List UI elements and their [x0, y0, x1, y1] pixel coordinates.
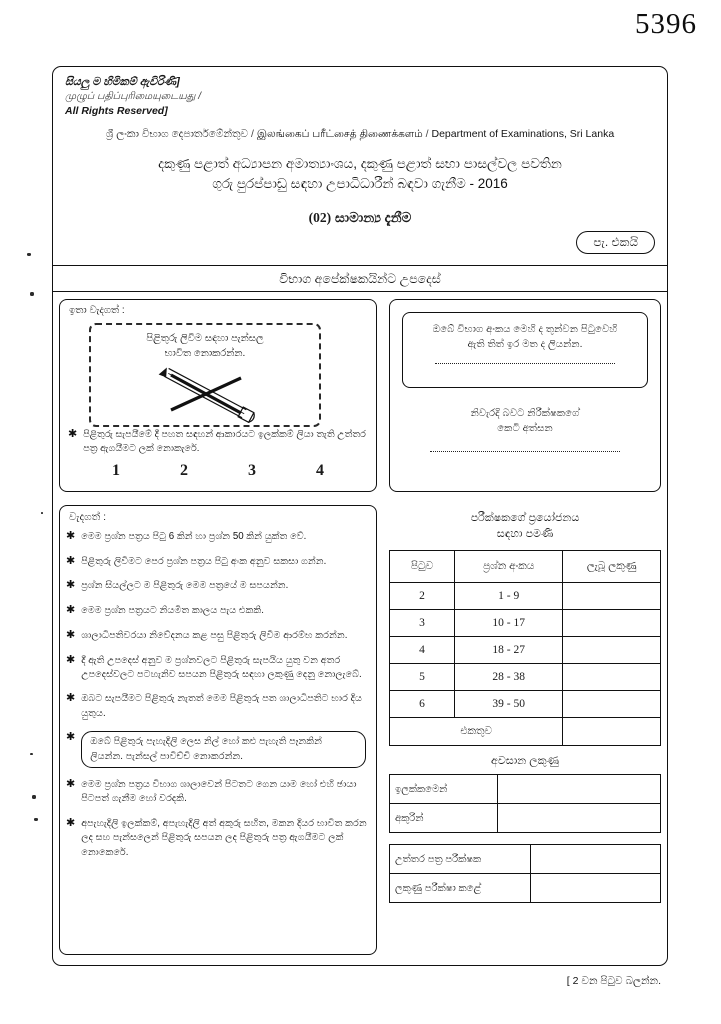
marks-cell-page: 5	[390, 664, 455, 691]
instruction-item-text: මෙම ප්‍රශ්න පත්‍රයට නියමිත කාලය පැය එකකි.	[81, 605, 264, 617]
upper-columns	[53, 293, 667, 498]
marks-cell-questions: 10 - 17	[455, 610, 563, 637]
rights-reserved-tamil: முழுப் பதிப்புரிமையுடையது /	[65, 90, 202, 102]
index-number-panel	[389, 299, 661, 492]
pencil-warning-box	[89, 323, 321, 427]
separator-slash-1: /	[251, 127, 257, 140]
instruction-item	[66, 778, 368, 806]
checker-row-value[interactable]	[530, 845, 660, 874]
scan-speckle	[32, 795, 36, 799]
department-line	[65, 128, 655, 141]
instructions-divider	[53, 291, 667, 292]
marks-table-row	[390, 691, 661, 718]
final-marks-title: අවසාන ලකුණු	[491, 755, 559, 767]
marks-table-row	[390, 610, 661, 637]
marks-total-label: එකතුව	[390, 718, 563, 746]
instructions-banner: විභාග අපේක්ෂකයින්ට උපදෙස්	[279, 272, 441, 286]
marks-cell-questions: 18 - 27	[455, 637, 563, 664]
marks-table-row	[390, 583, 661, 610]
marks-cell-marks[interactable]	[563, 637, 661, 664]
final-marks-row	[390, 775, 661, 804]
final-marks-row-value[interactable]	[498, 804, 661, 833]
exam-title	[65, 154, 655, 194]
instruction-item	[66, 731, 368, 767]
asterisk-icon: ✱	[66, 554, 76, 567]
asterisk-icon: ✱	[66, 604, 76, 617]
final-marks-row-value[interactable]	[498, 775, 661, 804]
instruction-item	[66, 604, 368, 618]
instruction-item-text: ඔබට සැපයීමට පිළිතුරු නැතත් මෙම පිළිතුරු පත ශාලාධිපතිට භාර දිය යුතුය.	[81, 693, 362, 719]
pencil-warning-line-1: පිළිතුරු ලිවීම සඳහා පැන්සල	[146, 333, 264, 344]
final-marks-row-label: අකුරින්	[390, 804, 498, 833]
checker-row	[390, 874, 661, 903]
marks-table	[389, 550, 661, 746]
supervisor-signature-line[interactable]	[430, 450, 620, 452]
pencil-warning-text	[91, 325, 319, 361]
asterisk-icon: ✱	[68, 428, 78, 440]
ink-note-text: පිළිතුරු සැපයීමේ දී පහත සඳහන් ආකාරයට ඉලක්කම් ලියා තැති උත්තර පත්‍ර ඇගයීමට ලක් නොකැරේ.	[83, 429, 366, 454]
serial-number: 5396	[635, 8, 697, 40]
asterisk-icon: ✱	[66, 731, 76, 744]
final-marks-table-body	[390, 775, 661, 833]
marks-cell-page: 3	[390, 610, 455, 637]
marking-title-line-1: පරීක්ෂකගේ ප්‍රයෝජනය	[470, 512, 580, 524]
marks-table-row	[390, 664, 661, 691]
duration-badge: පැ. එකයි	[576, 231, 655, 254]
instruction-item	[66, 654, 368, 682]
marks-table-row	[390, 637, 661, 664]
lower-columns	[53, 499, 667, 961]
instruction-item	[66, 555, 368, 569]
checker-row-label: ලකුණු පරීක්ෂා කළේ	[390, 874, 531, 903]
marks-cell-page: 4	[390, 637, 455, 664]
index-number-instruction-box	[402, 312, 648, 388]
stroke-digits-sample: 1 2 3 4	[112, 462, 352, 479]
exam-title-line-2: ගුරු පුරප්පාඩු සඳහා උපාධිධාරීන් බඳවා ගැනීම - 2016	[212, 175, 508, 191]
instructions-panel	[59, 505, 377, 955]
instruction-item-text: ශාලාධිපතිවරයා නිවේදනය කළ පසු පිළිතුරු ලිවීම ආරම්භ කරන්න.	[81, 629, 348, 641]
marks-total-value[interactable]	[563, 718, 661, 746]
supervisor-signature-label	[402, 406, 648, 436]
marks-col-page: පිටුව	[390, 551, 455, 583]
exam-paper-frame	[52, 66, 668, 966]
index-instruction-line-1: ඔබේ විභාග අංකය මෙහි ද තුන්වන පිටුවෙහි	[432, 324, 618, 335]
index-number-input-line[interactable]	[435, 362, 615, 364]
marking-title	[389, 505, 661, 542]
pencil-warning-line-2: භාවිත නොකරන්න.	[164, 348, 246, 359]
instruction-item	[66, 579, 368, 593]
scan-speckle	[41, 512, 43, 514]
instruction-item-text: ඔබේ පිළිතුරු පැහැදිලි ලෙස නිල් හෝ කළු පැහැති පෑනකින් ලියන්න. පැන්සල් පාවිච්චි නොකරන්න.	[81, 731, 366, 767]
supervisor-label-line-1: නිවැරදි බවට නිරීක්ෂකගේ	[470, 408, 580, 419]
instruction-item	[66, 692, 368, 720]
asterisk-icon: ✱	[66, 653, 76, 666]
separator-slash-2: /	[425, 127, 432, 140]
asterisk-icon: ✱	[66, 778, 76, 791]
marks-cell-page: 2	[390, 583, 455, 610]
instruction-item	[66, 530, 368, 544]
instructions-caption: වැදගත් :	[69, 511, 107, 523]
checker-row-value[interactable]	[530, 874, 660, 903]
index-number-instruction-text	[413, 322, 637, 352]
scan-speckle	[30, 753, 33, 755]
checkers-table-body	[390, 845, 661, 903]
checker-row	[390, 845, 661, 874]
exam-title-line-1: දකුණු පළාත් අධ්‍යාපන අමාත්‍යාංශය, දකුණු පළාත් සභා පාසල්වල පවතින	[158, 155, 562, 171]
asterisk-icon: ✱	[66, 628, 76, 641]
paper-number: (02)	[308, 209, 332, 225]
marks-cell-marks[interactable]	[563, 691, 661, 718]
instruction-item-text: පිළිතුරු ලිවීමට පෙර ප්‍රශ්න පත්‍රය පිටු අංක අනුව සකසා ගන්න.	[81, 555, 327, 567]
marks-cell-questions: 28 - 38	[455, 664, 563, 691]
marking-panel	[389, 505, 661, 955]
marking-title-line-2: සඳහා පමණි	[496, 527, 554, 540]
scan-speckle	[30, 292, 34, 296]
asterisk-icon: ✱	[66, 692, 76, 705]
index-instruction-line-2: ඇති තිත් ඉර මත ද ලියන්න.	[467, 339, 583, 350]
pencil-crossed-out-icon	[141, 365, 271, 423]
instruction-item-text: මෙම ප්‍රශ්න පත්‍රය පිටු 6 කින් හා ප්‍රශ්න 50 කින් යුක්ත වේ.	[81, 531, 307, 542]
instruction-item-text: ප්‍රශ්න සියල්ලට ම පිළිතුරු මෙම පත්‍රයේ ම සපයන්න.	[81, 580, 289, 592]
scan-speckle	[27, 253, 31, 256]
ink-note	[68, 428, 368, 455]
subject-line	[65, 210, 655, 226]
rights-reserved-sinhala: සියලු ම හිමිකම් ඇවිරිණි]	[65, 76, 180, 88]
final-marks-table	[389, 774, 661, 833]
marks-table-body	[390, 583, 661, 746]
asterisk-icon: ✱	[66, 817, 76, 830]
instruction-item-text: මෙම ප්‍රශ්න පත්‍රය විභාග ශාලාවෙන් පිටතට ගෙන යාම හෝ එහි ඡායා පිටපත් ගැනීම හෝ වරදකි.	[81, 779, 357, 805]
department-english: Department of Examinations, Sri Lanka	[431, 127, 615, 140]
rights-reserved-english: All Rights Reserved]	[65, 105, 168, 117]
marks-cell-marks[interactable]	[563, 664, 661, 691]
marks-cell-page: 6	[390, 691, 455, 718]
checker-row-label: උත්තර පත්‍ර පරීක්ෂක	[390, 845, 531, 874]
supervisor-label-line-2: කෙටි අත්සන	[497, 423, 553, 434]
marks-total-row	[390, 718, 661, 746]
instruction-item	[66, 629, 368, 643]
asterisk-icon: ✱	[66, 579, 76, 592]
instruction-item-text: දී ඇති උපදෙස් අනුව ම ප්‍රශ්නවලට පිළිතුරු සැපයිය යුතු වන අතර උපදෙස්වලට පටහැනිව සපයන පිළිතුරු සඳහා ලකුණු දෙනු නොලැබේ.	[81, 654, 362, 680]
very-important-caption: ඉතා වැදගත් :	[69, 305, 125, 316]
scan-speckle	[34, 818, 38, 821]
marks-table-header-row	[390, 551, 661, 583]
department-sinhala: ශ්‍රී ලංකා විභාග දෙපාර්තමේන්තුව	[105, 127, 249, 140]
instruction-item-text: අපැහැදිලි ඉලක්කම්, අපැහැදිලි අත් අකුරු සහිත, මකන දියර භාවිත කරන ලද සහ පැන්සලෙන් පිළිතුරු සපයන ලද පිළිතුරු පත්‍ර ඇගයීමට ලක් නොකෙරේ.	[81, 818, 367, 858]
marks-cell-questions: 1 - 9	[455, 583, 563, 610]
paper-header	[53, 67, 667, 230]
checkers-table	[389, 844, 661, 903]
footer-note: [ 2 වන පිටුව බලන්න.	[566, 975, 661, 987]
marks-cell-marks[interactable]	[563, 610, 661, 637]
marks-col-marks-obtained: ලැබූ ලකුණු	[563, 551, 661, 583]
very-important-panel	[59, 299, 377, 492]
subject-name: සාමාන්‍ය දැනීම	[334, 209, 412, 225]
instruction-item	[66, 817, 368, 860]
marks-cell-questions: 39 - 50	[455, 691, 563, 718]
final-marks-row-label: ඉලක්කමෙන්	[390, 775, 498, 804]
marks-cell-marks[interactable]	[563, 583, 661, 610]
marks-col-question-number: ප්‍රශ්න අංකය	[455, 551, 563, 583]
final-marks-row	[390, 804, 661, 833]
department-tamil: இலங்கைப் பரீட்சைத் திணைக்களம்	[256, 127, 423, 140]
instruction-list	[66, 530, 368, 870]
asterisk-icon: ✱	[66, 530, 76, 542]
